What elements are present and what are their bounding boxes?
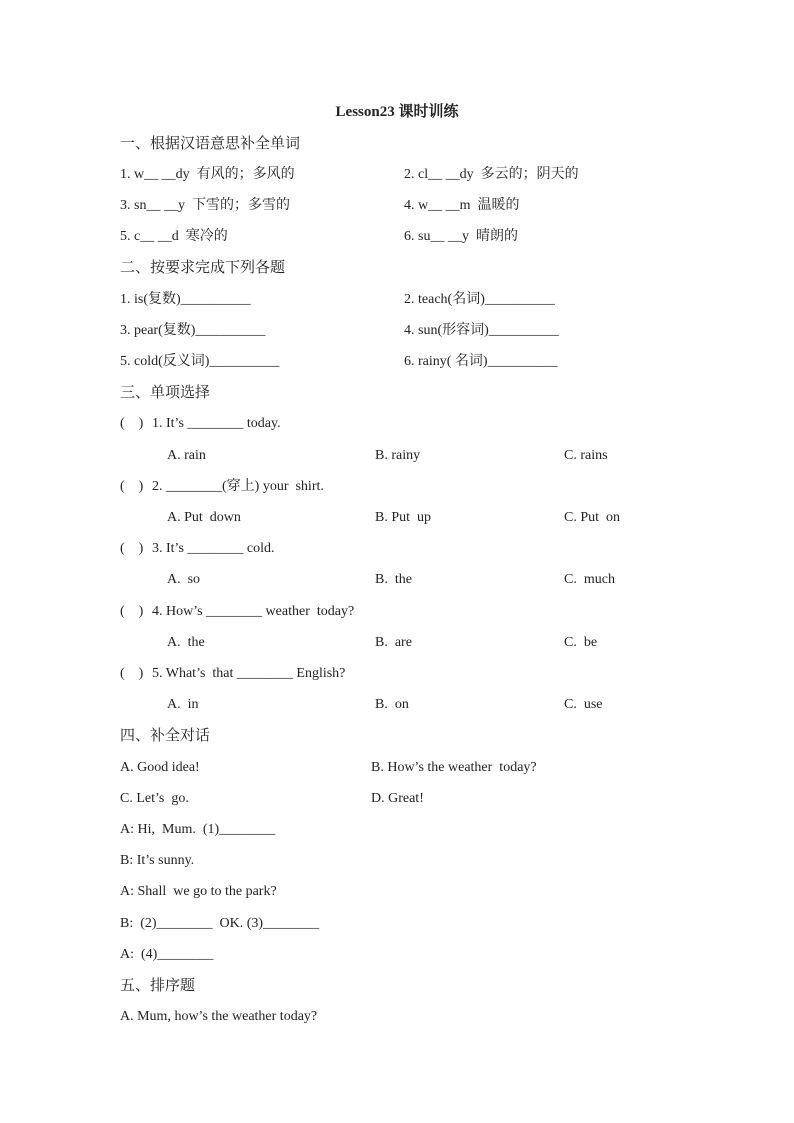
option-b: B. the [375,572,412,587]
answer-paren: ( ) [120,416,144,431]
option-b: B. on [375,697,409,712]
dialogue-line-5: A: (4)________ [120,947,214,962]
option-c: C. Put on [564,510,621,525]
dialogue-option-a: A. Good idea! [120,760,200,775]
section4-heading: 四、补全对话 [120,728,211,744]
answer-paren: ( ) [120,479,144,494]
section2-item-1: 1. is(复数)__________ [120,292,251,307]
section2-item-3: 3. pear(复数)__________ [120,323,266,338]
section3-heading: 三、单项选择 [120,385,211,401]
question-3 [120,538,275,560]
option-c: C. be [564,635,598,650]
option-a: A. in [167,697,199,712]
question-4 [120,601,354,623]
option-c: C. use [564,697,603,712]
section2-item-6: 6. rainy( 名词)__________ [404,354,558,369]
option-a: A. the [167,635,205,650]
dialogue-option-b: B. How’s the weather today? [371,760,537,775]
option-a: A. Put down [167,510,241,525]
option-b: B. rainy [375,448,421,463]
option-a: A. so [167,572,201,587]
answer-paren: ( ) [120,604,144,619]
option-c: C. much [564,572,615,587]
question-text: 4. How’s ________ weather today? [152,604,355,619]
question-text: 1. It’s ________ today. [152,416,281,431]
section1-item-2: 2. cl__ __dy 多云的；阴天的 [404,167,579,182]
section1-item-5: 5. c__ __d 寒冷的 [120,229,228,244]
dialogue-line-3: A: Shall we go to the park? [120,884,277,899]
option-a: A. rain [167,448,206,463]
section2-item-2: 2. teach(名词)__________ [404,292,555,307]
section5-item-a: A. Mum, how’s the weather today? [120,1009,318,1024]
page-title: Lesson23 课时训练 [335,104,459,120]
dialogue-option-d: D. Great! [371,791,424,806]
section2-item-5: 5. cold(反义词)__________ [120,354,280,369]
question-2 [120,476,324,498]
answer-paren: ( ) [120,666,144,681]
option-b: B. are [375,635,412,650]
section1-item-4: 4. w__ __m 温暖的 [404,198,520,213]
section2-item-4: 4. sun(形容词)__________ [404,323,559,338]
question-text: 2. ________(穿上) your shirt. [152,479,324,494]
dialogue-option-c: C. Let’s go. [120,791,189,806]
section5-heading: 五、排序题 [120,978,196,994]
dialogue-line-1: A: Hi, Mum. (1)________ [120,822,276,837]
answer-paren: ( ) [120,541,144,556]
section1-item-6: 6. su__ __y 晴朗的 [404,229,518,244]
question-1 [120,413,281,435]
section1-item-1: 1. w__ __dy 有风的；多风的 [120,167,295,182]
question-text: 5. What’s that ________ English? [152,666,346,681]
section1-item-3: 3. sn__ __y 下雪的；多雪的 [120,198,290,213]
section1-heading: 一、根据汉语意思补全单词 [120,136,301,152]
dialogue-line-2: B: It’s sunny. [120,853,195,868]
option-c: C. rains [564,448,608,463]
dialogue-line-4: B: (2)________ OK. (3)________ [120,916,320,931]
section2-heading: 二、按要求完成下列各题 [120,260,286,276]
question-text: 3. It’s ________ cold. [152,541,275,556]
question-5 [120,663,345,685]
option-b: B. Put up [375,510,432,525]
